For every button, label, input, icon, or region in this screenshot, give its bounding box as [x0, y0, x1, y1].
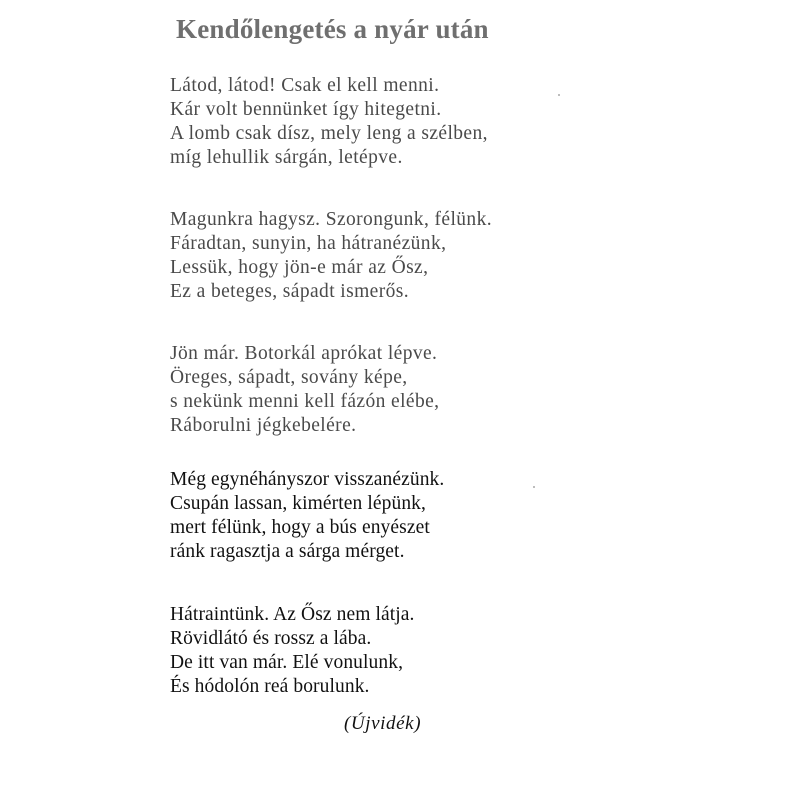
poem-line: Rövidlátó és rossz a lába.	[170, 628, 372, 649]
poem-line: ránk ragasztja a sárga mérget.	[170, 541, 405, 562]
poem-line: Fáradtan, sunyin, ha hátranézünk,	[170, 233, 447, 254]
poem-line: Jön már. Botorkál aprókat lépve.	[170, 343, 438, 364]
poem-line: A lomb csak dísz, mely leng a szélben,	[170, 123, 488, 144]
poem-line: Magunkra hagysz. Szorongunk, félünk.	[170, 209, 493, 230]
stanza-3	[170, 342, 439, 438]
stanza-1	[170, 74, 488, 170]
place-signature: (Újvidék)	[344, 713, 422, 734]
poem-line: És hódolón reá borulunk.	[170, 676, 370, 697]
poem-line: Öreges, sápadt, sovány képe,	[170, 367, 408, 388]
poem-line: Ráborulni jégkebelére.	[170, 415, 357, 436]
poem-title: Kendőlengetés a nyár után	[176, 14, 489, 44]
poem-line: Kár volt bennünket így hitegetni.	[170, 99, 442, 120]
poem-line: míg lehullik sárgán, letépve.	[170, 147, 403, 168]
scan-speck	[558, 94, 560, 96]
poem-line: Lessük, hogy jön-e már az Ősz,	[170, 257, 429, 278]
poem-line: Ez a beteges, sápadt ismerős.	[170, 281, 410, 302]
stanza-5	[170, 603, 415, 699]
poem-line: Még egynéhányszor visszanézünk.	[170, 469, 445, 490]
poem-line: De itt van már. Elé vonulunk,	[170, 652, 404, 673]
scan-speck	[533, 486, 535, 488]
poem-line: s nekünk menni kell fázón elébe,	[170, 391, 440, 412]
stanza-4	[170, 468, 444, 564]
stanza-2	[170, 208, 492, 304]
poem-line: mert félünk, hogy a bús enyészet	[170, 517, 430, 538]
poem-line: Hátraintünk. Az Ősz nem látja.	[170, 604, 415, 625]
poem-line: Látod, látod! Csak el kell menni.	[170, 75, 440, 96]
poem-line: Csupán lassan, kimérten lépünk,	[170, 493, 427, 514]
